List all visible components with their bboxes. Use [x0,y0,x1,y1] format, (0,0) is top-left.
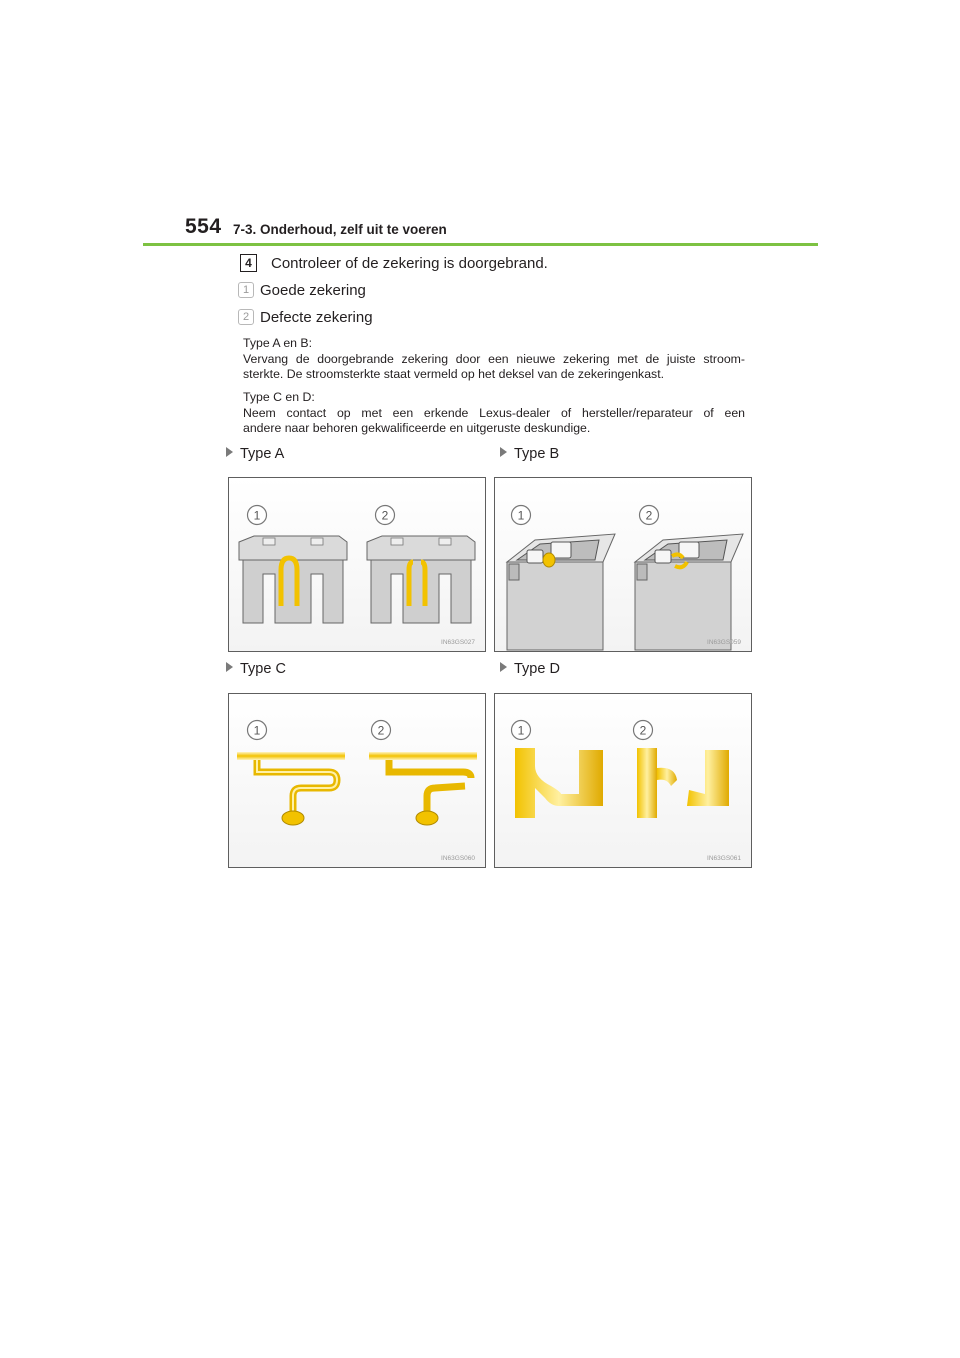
figure-label-type-d: Type D [500,661,560,677]
item-1-badge: 1 [238,282,254,298]
item-2-badge: 2 [238,309,254,325]
callout-1-icon [248,506,267,525]
svg-text:2: 2 [377,723,385,738]
note-type-c-d [243,390,745,437]
callout-1-icon [512,721,531,740]
svg-text:IN63GS059: IN63GS059 [707,639,741,646]
note-line: sterkte. De stroomsterkte staat vermeld op het deksel van de zekeringenkast. [243,367,665,381]
note-title: Type A en B: [243,336,313,350]
figure-type-a [228,477,486,652]
svg-text:2: 2 [645,508,653,523]
svg-text:IN63GS027: IN63GS027 [441,639,475,646]
svg-text:IN63GS060: IN63GS060 [441,855,475,862]
svg-text:IN63GS061: IN63GS061 [707,855,741,862]
svg-text:2: 2 [381,508,389,523]
element-fuse-good-icon [515,748,603,818]
step-instruction: Controleer of de zekering is doorgebrand. [271,255,548,272]
svg-text:1: 1 [253,508,261,523]
note-line: Vervang de doorgebrande zekering door een nieuwe zekering met de juiste stroom- [243,351,745,366]
figure-label-type-b: Type B [500,446,559,462]
svg-text:1: 1 [517,723,525,738]
svg-text:1: 1 [517,508,525,523]
callout-2-icon [634,721,653,740]
item-good-fuse: Goede zekering [260,282,366,299]
element-fuse-good-icon [237,752,345,825]
callout-2-icon [640,506,659,525]
svg-text:2: 2 [639,723,647,738]
figure-type-d [494,693,752,868]
callout-1-icon [512,506,531,525]
triangle-bullet-icon [226,447,233,457]
blade-fuse-defect-icon [367,536,475,623]
note-line: andere naar behoren gekwalificeerde en uitgeruste deskundige. [243,421,591,435]
callout-2-icon [372,721,391,740]
svg-text:1: 1 [253,723,261,738]
step-number-badge: 4 [240,254,257,272]
blade-fuse-good-icon [239,536,347,623]
item-defect-fuse: Defecte zekering [260,309,373,326]
cartridge-fuse-good-icon [507,534,615,650]
element-fuse-defect-icon [637,748,729,818]
triangle-bullet-icon [226,662,233,672]
section-title: 7-3. Onderhoud, zelf uit te voeren [233,222,447,237]
figure-label-type-a: Type A [226,446,284,462]
header-rule [143,243,818,246]
figure-label-type-c: Type C [226,661,286,677]
callout-2-icon [376,506,395,525]
callout-1-icon [248,721,267,740]
note-line: Neem contact op met een erkende Lexus-dealer of hersteller/reparateur of een [243,405,745,420]
triangle-bullet-icon [500,447,507,457]
page-number: 554 [185,215,222,238]
element-fuse-defect-icon [369,752,477,825]
note-title: Type C en D: [243,390,315,404]
figure-type-b [494,477,752,652]
figure-type-c [228,693,486,868]
triangle-bullet-icon [500,662,507,672]
note-type-a-b [243,336,745,383]
cartridge-fuse-defect-icon [635,534,743,650]
